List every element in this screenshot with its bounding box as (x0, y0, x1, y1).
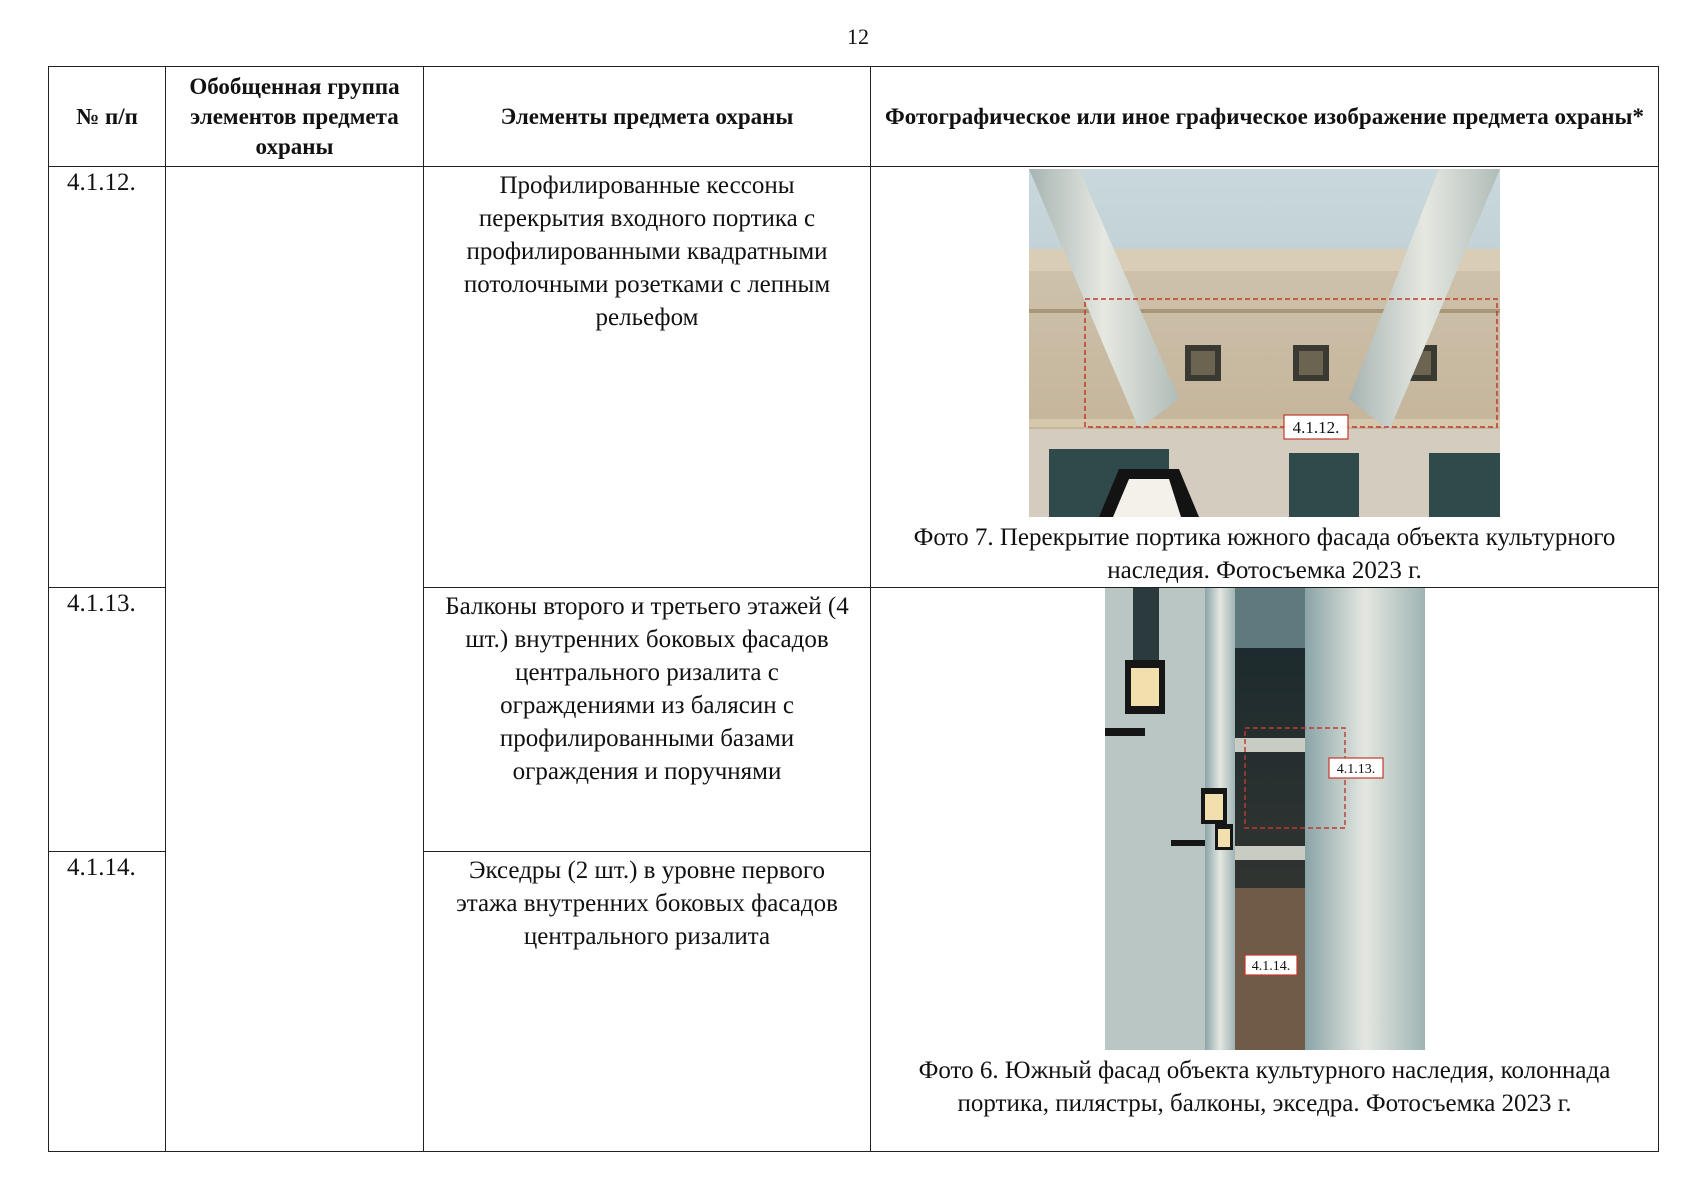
row-number: 4.1.13. (49, 588, 166, 852)
header-num: № п/п (49, 67, 166, 167)
photo-7-caption: Фото 7. Перекрытие портика южного фасада объекта культурного наследия. Фотосъемка 2023 г. (913, 524, 1616, 584)
portico-ceiling-photo (1029, 169, 1500, 517)
south-facade-colonnade-photo (1105, 588, 1425, 1050)
photo-6-caption: Фото 6. Южный фасад объекта культурного наследия, колоннада портика, пилястры, балконы, экседра. Фотосъемка 2023 г. (918, 1057, 1611, 1117)
photo-cell-7 (871, 167, 1659, 588)
row-number: 4.1.14. (49, 852, 166, 1152)
photo-label-4-1-14: 4.1.14. (1251, 959, 1290, 974)
header-group: Обобщенная группа элементов предмета охраны (166, 67, 424, 167)
page-number: 12 (847, 24, 869, 49)
row-description: Балконы второго и третьего этажей (4 шт.) внутренних боковых фасадов центрального ризалита с ограждениями из балясин с профилированными базами ограждения и поручнями (424, 588, 871, 852)
group-cell (166, 167, 424, 1152)
photo-cell-6 (871, 588, 1659, 1152)
header-elements: Элементы предмета охраны (424, 67, 871, 167)
photo-label-4-1-13: 4.1.13. (1336, 762, 1375, 777)
protection-table (48, 66, 1659, 1152)
row-description: Экседры (2 шт.) в уровне первого этажа внутренних боковых фасадов центрального ризалита (424, 852, 871, 1152)
row-number: 4.1.12. (49, 167, 166, 588)
row-description: Профилированные кессоны перекрытия входного портика с профилированными квадратными потолочными розетками с лепным рельефом (424, 167, 871, 588)
header-image: Фотографическое или иное графическое изображение предмета охраны* (871, 67, 1659, 167)
table-header-row (49, 67, 1659, 167)
photo-label-4-1-12: 4.1.12. (1292, 418, 1340, 437)
table-row (49, 167, 1659, 588)
